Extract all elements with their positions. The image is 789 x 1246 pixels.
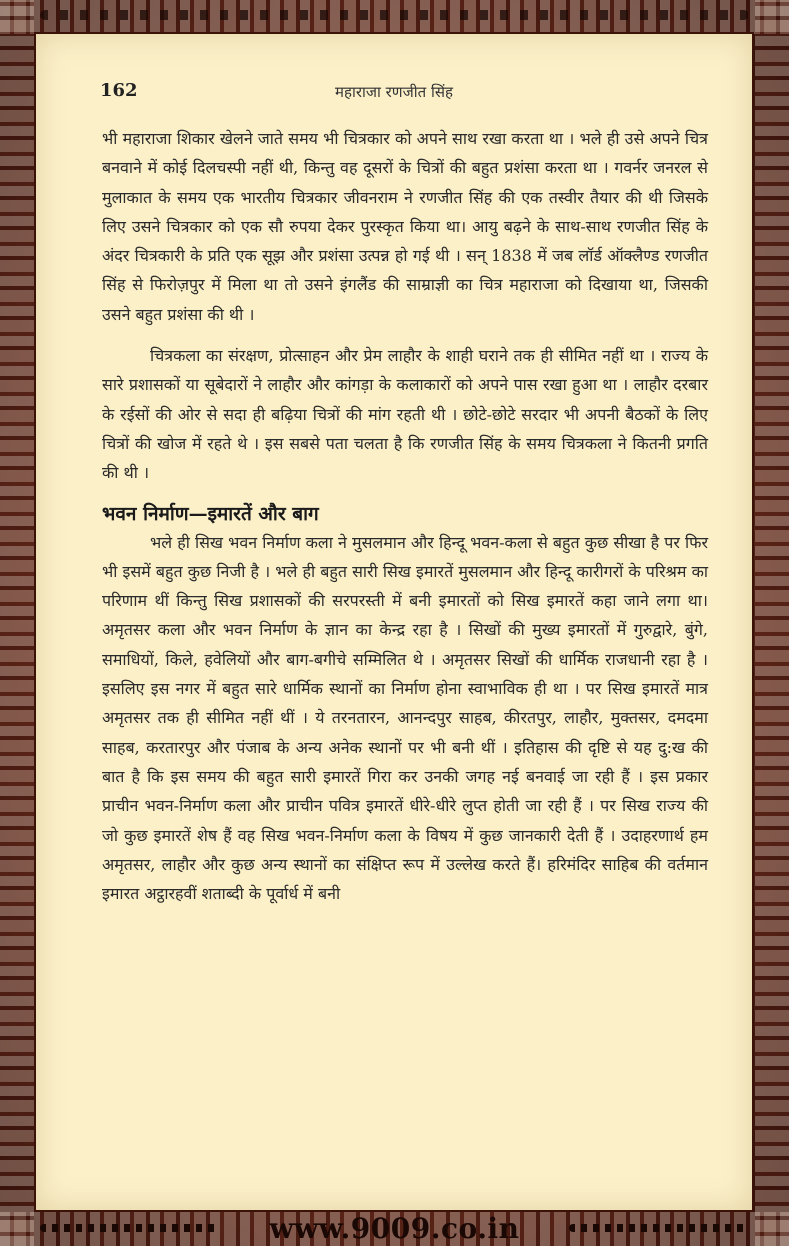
footer-ornament-right — [569, 1224, 749, 1232]
paragraph-2: चित्रकला का संरक्षण, प्रोत्साहन और प्रेम लाहौर के शाही घराने तक ही सीमित नहीं था । राज्य के सारे प्रशासकों या सूबेदारों ने लाहौर और कांगड़ा के कलाकारों को अपने पास रखा हुआ था । लाहौर दरबार के रईसों की ओर से सदा ही बढ़िया चित्रों की मांग रहती थी । छोटे-छोटे सरदार भी अपनी बैठकों के लिए चित्रों की खोज में रहते थे । इस सबसे पता चलता है कि रणजीत सिंह के समय चित्रकला ने कितनी प्रगति की थी । — [102, 346, 708, 483]
site-url: www.9009.co.in — [269, 1212, 520, 1245]
section-heading: भवन निर्माण—इमारतें और बाग — [102, 502, 319, 525]
page-body — [102, 124, 708, 908]
book-page — [36, 34, 752, 1210]
footer — [0, 1208, 789, 1246]
section-paragraph: भले ही सिख भवन निर्माण कला ने मुसलमान और हिन्दू भवन-कला से बहुत कुछ सीखा है पर फिर भी इसमें बहुत कुछ निजी है । भले ही बहुत सारी सिख इमारतें मुसलमान और हिन्दू कारीगरों के परिश्रम का परिणाम थीं किन्तु सिख प्रशासकों की सरपरस्ती में बनी इमारतों को सिख इमारतें कहा जाने लगा था। अमृतसर कला और भवन निर्माण के ज्ञान का केन्द्र रहा है । सिखों की मुख्य इमारतों में गुरुद्वारे, बुंगे, समाधियों, किले, हवेलियों और बाग-बगीचे सम्मिलित थे । अमृतसर सिखों की धार्मिक राजधानी रहा है । इसलिए इस नगर में बहुत सारे धार्मिक स्थानों का निर्माण होना स्वाभाविक ही था । पर सिख इमारतें मात्र अमृतसर तक ही सीमित नहीं थीं । ये तरनतारन, आनन्दपुर साहब, कीरतपुर, लाहौर, मुक्तसर, दमदमा साहब, करतारपुर और पंजाब के अन्य अनेक स्थानों पर भी बनी थीं । इतिहास की दृष्टि से यह दु:ख की बात है कि इस समय की बहुत सारी इमारतें गिरा कर उनकी जगह नई बनवाई जा रही हैं । इस प्रकार प्राचीन भवन-निर्माण कला और प्राचीन पवित्र इमारतें धीरे-धीरे लुप्त होती जा रही हैं । पर सिख राज्य की जो कुछ इमारतें शेष हैं वह सिख भवन-निर्माण कला के विषय में कुछ जानकारी देती हैं । उदाहरणार्थ हम अमृतसर, लाहौर और कुछ अन्य स्थानों का संक्षिप्त रूप में उल्लेख करते हैं। हरिमंदिर साहिब की वर्तमान इमारत अट्ठारहवीं शताब्दी के पूर्वार्ध में बनी — [102, 532, 708, 904]
page-number: 162 — [100, 80, 138, 101]
frame-border-right — [755, 0, 789, 1246]
page-header — [36, 80, 752, 104]
top-ornament — [40, 10, 749, 20]
paragraph-1: भी महाराजा शिकार खेलने जाते समय भी चित्रकार को अपने साथ रखा करता था । भले ही उसे अपने चित्र बनवाने में कोई दिलचस्पी नहीं थी, किन्तु वह दूसरों के चित्रों की बहुत प्रशंसा करता था । गवर्नर जनरल से मुलाकात के समय एक भारतीय चित्रकार जीवनराम ने रणजीत सिंह की एक तस्वीर तैयार की थी जिसके लिए उसने चित्रकार को एक सौ रुपया देकर पुरस्कृत किया था। आयु बढ़ने के साथ-साथ रणजीत सिंह के अंदर चित्रकारी के प्रति एक सूझ और प्रशंसा उत्पन्न हो गई थी । सन् 1838 में जब लॉर्ड ऑक्लैण्ड रणजीत सिंह से फिरोज़पुर में मिला था तो उसने इंगलैंड की साम्राज्ञी का चित्र महाराजा को दिखाया था, जिसकी उसने बहुत प्रशंसा की थी । — [102, 129, 708, 324]
running-title: महाराजा रणजीत सिंह — [335, 83, 453, 101]
frame-border-left — [0, 0, 34, 1246]
